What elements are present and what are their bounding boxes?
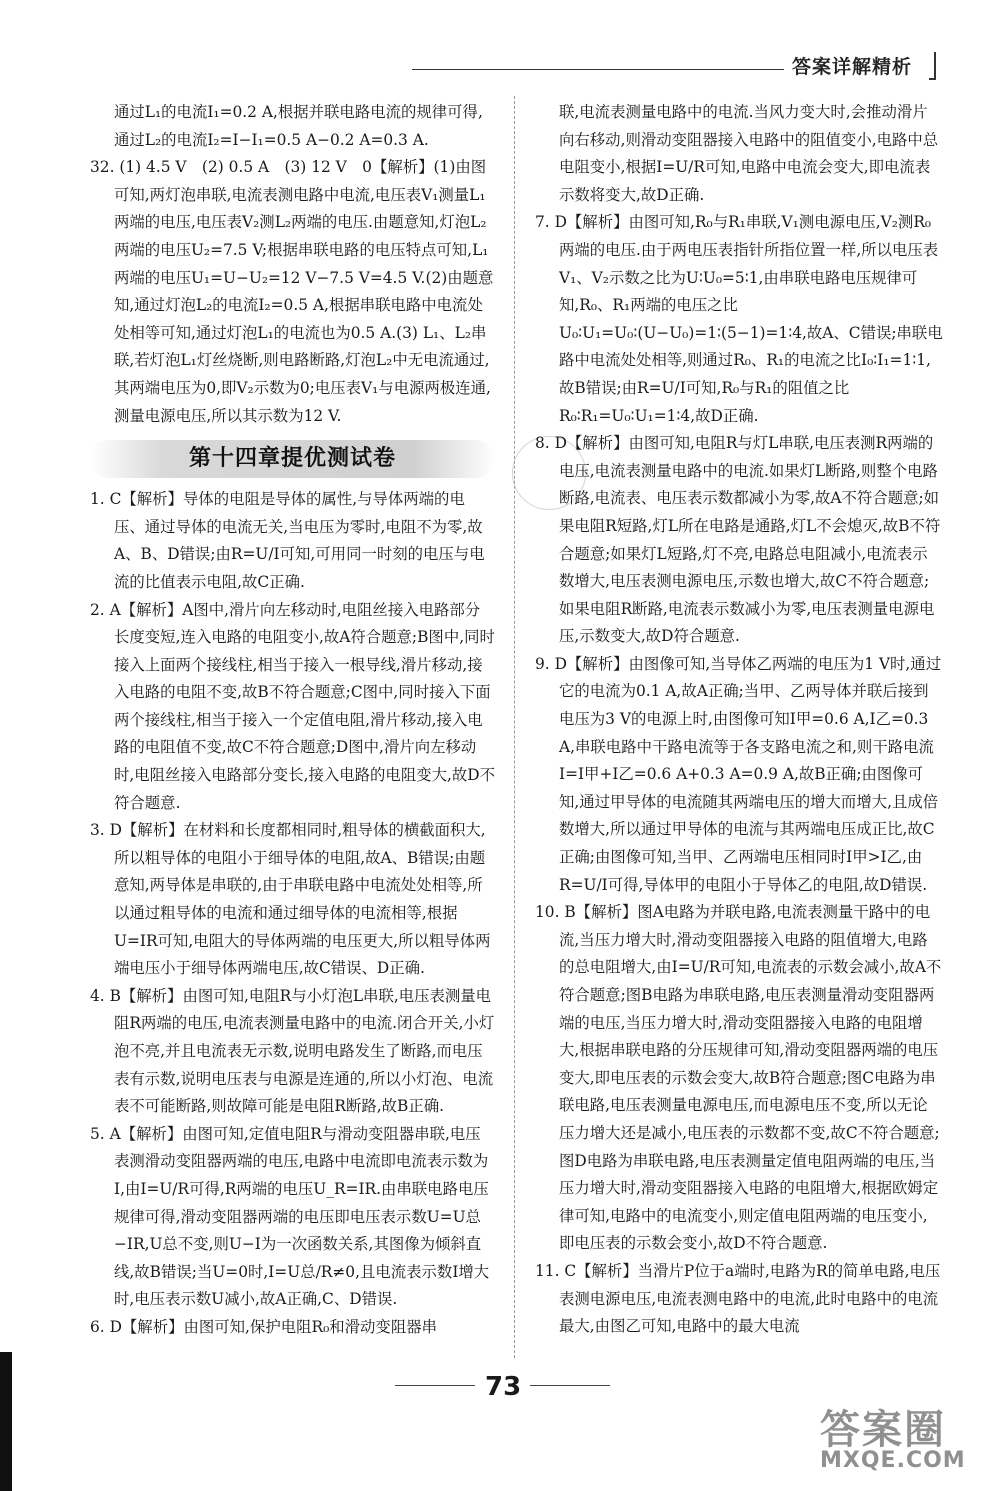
page-number: 73 [485,1372,522,1402]
answer-entry: 8. D【解析】由图可知,电阻R与灯L串联,电压表测R两端的电压,电流表测量电路中的电流.如果灯L断路,则整个电路断路,电流表、电压表示数都减小为零,故A不符合题意;如果电阻R短路,灯L所在电路是通路,灯L不会熄灭,故B不符合题意;如果灯L短路,灯不亮,电路总电阻减小,电流表示数增大,电压表测电源电压,示数也增大,故C不符合题意;如果电阻R断路,电流表示数减小为零,电压表测量电源电压,示数变大,故D符合题意. [535,434,941,646]
watermark-url: MXQE.COM [820,1448,966,1473]
header-bracket [929,52,936,80]
watermark-logo: 答案圈 [820,1407,946,1453]
answer-entry: 7. D【解析】由图可知,R₀与R₁串联,V₁测电源电压,V₂测R₀两端的电压.由于两电压表指针所指位置一样,所以电压表V₁、V₂示数之比为U∶U₀=5∶1,由串联电路电压规律可知,R₀、R₁两端的电压之比U₀∶U₁=U₀∶(U−U₀)=1∶(5−1)=1∶4,故A、C错误;串联电路中电流处处相等,则通过R₀、R₁的电流之比I₀∶I₁=1∶1,故B错误;由R=U/I可知,R₀与R₁的阻值之比R₀∶R₁=U₀∶U₁=1∶4,故D正确. [535,213,943,425]
answer-entry: 32. (1) 4.5 V (2) 0.5 A (3) 12 V 0【解析】(1)由图可知,两灯泡串联,电流表测电路中电流,电压表V₁测量L₁两端的电压,电压表V₂测L₂两端的电压.由题意知,灯泡L₂两端的电压U₂=7.5 V;根据串联电路的电压特点可知,L₁两端的电压U₁=U−U₂=12 V−7.5 V=4.5 V.(2)由题意知,通过灯泡L₂的电流I₂=0.5 A,根据串联电路中电流处处相等可知,通过灯泡L₁的电流也为0.5 A.(3) L₁、L₂串联,若灯泡L₁灯丝烧断,则电路断路,灯泡L₂中无电流通过,其两端电压为0,即V₂示数为0;电压表V₁与电源两极连通,测量电源电压,所以其示数为12 V. [90,158,494,425]
column-divider [514,96,515,1358]
page-number-rule-right [530,1385,610,1386]
answer-entry: 联,电流表测量电路中的电流.当风力变大时,会推动滑片向右移动,则滑动变阻器接入电路中的阻值变小,电路中总电阻变小,根据I=U/R可知,电路中电流会变大,即电流表示数将变大,故D正确. [559,103,939,204]
left-column [90,99,495,1342]
answer-entry: 4. B【解析】由图可知,电阻R与小灯泡L串联,电压表测量电阻R两端的电压,电流表测量电路中的电流.闭合开关,小灯泡不亮,并且电流表无示数,说明电路发生了断路,而电压表有示数,说明电压表与电源是连通的,所以小灯泡、电流表不可能断路,则故障可能是电阻R断路,故B正确. [90,986,495,1116]
header-title: 答案详解精析 [792,56,913,78]
answer-entry: 11. C【解析】当滑片P位于a端时,电路为R的简单电路,电压表测电源电压,电流表测电路中的电流,此时电路中的电流最大,由图乙可知,电路中的最大电流 [535,1261,941,1336]
answer-entry: 3. D【解析】在材料和长度都相同时,粗导体的横截面积大,所以粗导体的电阻小于细导体的电阻,故A、B错误;由题意知,两导体是串联的,由于串联电路中电流处处相等,所以通过粗导体的电流和通过细导体的电流相等,根据U=IR可知,电阻大的导体两端的电压更大,所以粗导体两端电压小于细导体两端电压,故C错误、D正确. [90,821,491,978]
chapter-title: 第十四章提优测试卷 [188,446,396,472]
answer-entry: 6. D【解析】由图可知,保护电阻R₀和滑动变阻器串 [90,1317,437,1336]
answer-entry: 2. A【解析】A图中,滑片向左移动时,电阻丝接入电路部分长度变短,连入电路的电阻变小,故A符合题意;B图中,同时接入上面两个接线柱,相当于接入一根导线,滑片移动,接入电路的电阻不变,故B不符合题意;C图中,同时接入下面两个接线柱,相当于接入一个定值电阻,滑片移动,接入电路的电阻值不变,故C不符合题意;D图中,滑片向左移动时,电阻丝接入电路部分变长,接入电路的电阻变大,故D不符合题意. [90,600,496,812]
right-column [535,99,943,1341]
answer-entry: 5. A【解析】由图可知,定值电阻R与滑动变阻器串联,电压表测滑动变阻器两端的电压,电路中电流即电流表示数为I,由I=U/R可得,R两端的电压U_R=IR.由串联电路电压规律可得,滑动变阻器两端的电压即电压表示数U=U总−IR,U总不变,则U−I为一次函数关系,其图像为倾斜直线,故B错误;当U=0时,I=U总/R≠0,且电流表示数I增大时,电压表示数U减小,故A正确,C、D错误. [90,1124,490,1309]
header-rule [412,69,784,70]
answer-entry: 9. D【解析】由图像可知,当导体乙两端的电压为1 V时,通过它的电流为0.1 A,故A正确;当甲、乙两导体并联后接到电压为3 V的电源上时,由图像可知I甲=0.6 A,I乙=0.3 A,串联电路中干路电流等于各支路电流之和,则干路电流I=I甲+I乙=0.6 A+0.3 A=0.9 A,故B正确;由图像可知,通过甲导体的电流随其两端电压的增大而增大,且成倍数增大,所以通过甲导体的电流与其两端电压成正比,故C正确;由图像可知,当甲、乙两端电压相同时I甲>I乙,由R=U/I可得,导体甲的电阻小于导体乙的电阻,故D错误. [535,654,942,894]
scan-edge-shadow [0,1352,12,1491]
page-number-rule-left [395,1385,475,1386]
answer-entry: 通过L₁的电流I₁=0.2 A,根据并联电路电流的规律可得,通过L₂的电流I₂=I−I₁=0.5 A−0.2 A=0.3 A. [114,103,483,149]
chapter-banner [90,440,495,478]
answer-entry: 10. B【解析】图A电路为并联电路,电流表测量干路中的电流,当压力增大时,滑动变阻器接入电路的阻值增大,电路的总电阻增大,由I=U/R可知,电流表的示数会减小,故A不符合题意;图B电路为串联电路,电压表测量滑动变阻器两端的电压,当压力增大时,滑动变阻器接入电路的电阻增大,根据串联电路的分压规律可知,滑动变阻器两端的电压变大,即电压表的示数会变大,故B符合题意;图C电路为串联电路,电压表测量电源电压,而电源电压不变,所以无论压力增大还是减小,电压表的示数都不变,故C不符合题意;图D电路为串联电路,电压表测量定值电阻两端的电压,当压力增大时,滑动变阻器接入电路的电阻增大,根据欧姆定律可知,电路中的电流变小,则定值电阻两端的电压变小,即电压表的示数会变小,故D不符合题意. [535,903,942,1253]
answer-entry: 1. C【解析】导体的电阻是导体的属性,与导体两端的电压、通过导体的电流无关,当电压为零时,电阻不为零,故A、B、D错误;由R=U/I可知,可用同一时刻的电压与电流的比值表示电阻,故C正确. [90,490,485,591]
